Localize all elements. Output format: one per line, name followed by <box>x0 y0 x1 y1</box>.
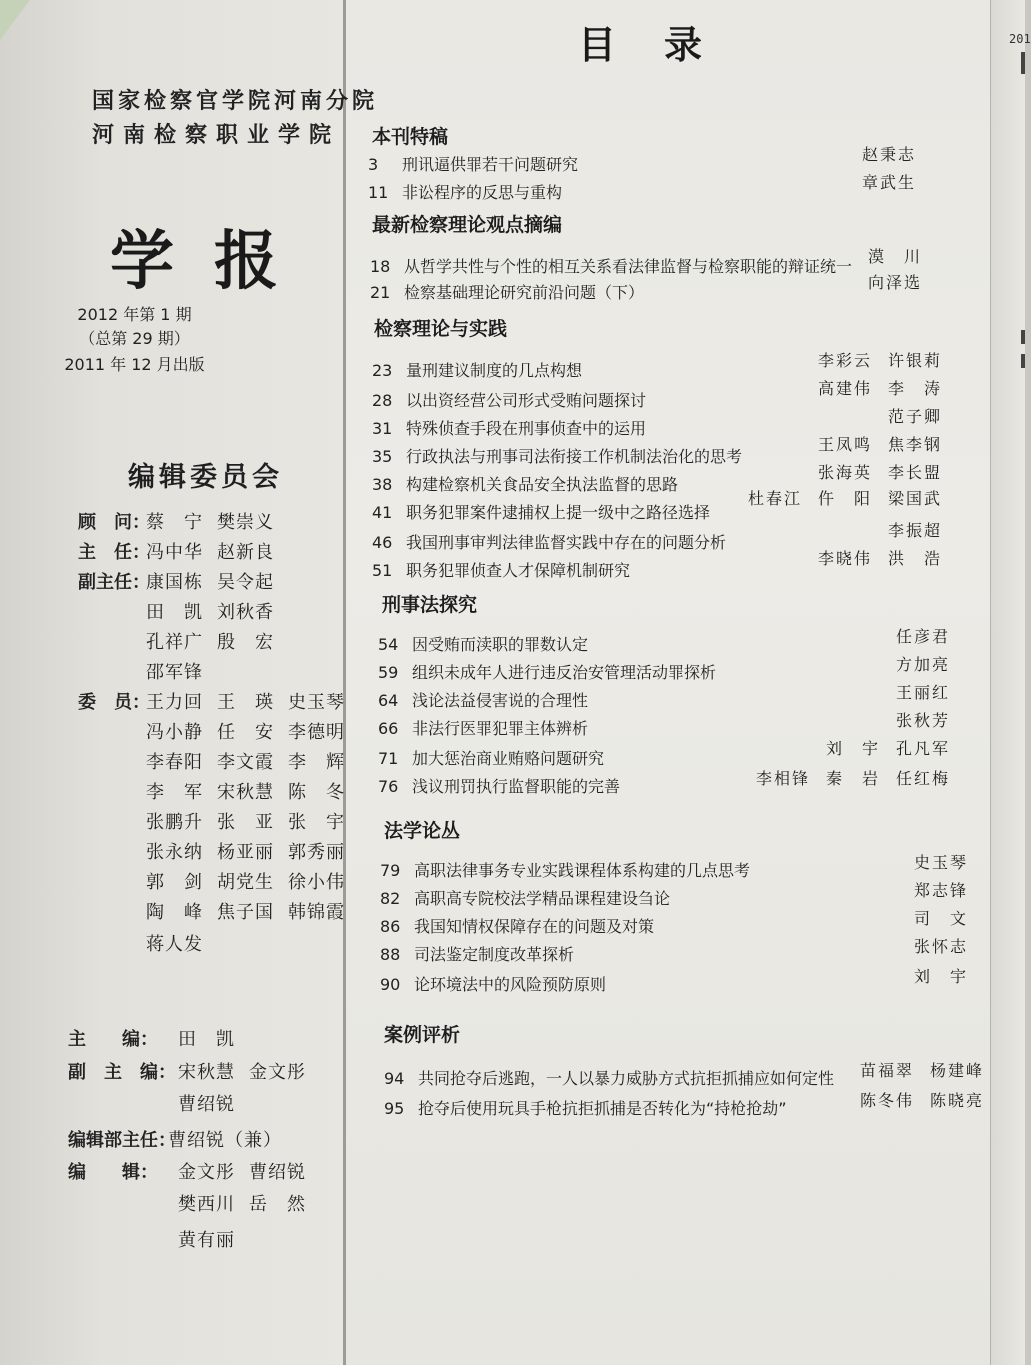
toc-article-title: 行政执法与刑事司法衔接工作机制法治化的思考 <box>406 447 743 466</box>
committee-member-name: 郭 剑 <box>146 872 203 893</box>
toc-author-name: 梁国武 <box>887 489 942 508</box>
toc-article-title: 加大惩治商业贿赂问题研究 <box>412 749 605 768</box>
adjacent-page-number: 201 <box>1009 32 1031 46</box>
toc-article-title: 高职法律事务专业实践课程体系构建的几点思考 <box>414 861 751 880</box>
editor-name-row <box>178 1090 249 1116</box>
toc-author-name: 陈晓亮 <box>929 1091 984 1110</box>
committee-member-name: 樊崇义 <box>217 512 274 533</box>
toc-article-title: 职务犯罪案件逮捕权上提一级中之路径选择 <box>406 503 711 522</box>
toc-article-title: 刑讯逼供罪若干问题研究 <box>402 155 579 174</box>
toc-section-title: 最新检察理论观点摘编 <box>372 214 563 236</box>
committee-member-name: 焦子国 <box>217 902 274 923</box>
toc-article-title: 我国知情权保障存在的问题及对策 <box>414 917 655 936</box>
editor-name: 黄有丽 <box>178 1230 235 1251</box>
toc-page-number: 82 <box>380 889 401 908</box>
toc-entry <box>380 942 574 965</box>
institution-name-2: 河南检察职业学院 <box>92 122 341 148</box>
toc-author-name: 仵 阳 <box>817 489 872 508</box>
committee-name-row <box>146 808 359 834</box>
committee-name-row <box>146 838 359 864</box>
toc-entry <box>378 632 588 655</box>
toc-author-name: 任彦君 <box>895 627 950 646</box>
committee-member-name: 康国栋 <box>146 572 203 593</box>
toc-author-name: 李相锋 <box>755 769 810 788</box>
committee-member-name: 陶 峰 <box>146 902 203 923</box>
toc-author-name: 赵秉志 <box>861 145 916 164</box>
toc-authors <box>860 1058 984 1081</box>
toc-article-title: 浅论法益侵害说的合理性 <box>412 691 589 710</box>
toc-authors <box>896 708 950 731</box>
toc-entry <box>372 416 646 439</box>
toc-author-name: 陈冬伟 <box>859 1091 914 1110</box>
toc-article-title: 特殊侦查手段在刑事侦查中的运用 <box>406 419 647 438</box>
toc-author-name: 洪 浩 <box>887 549 942 568</box>
editor-role: 副 主 编： <box>68 1062 176 1083</box>
editor-name: 樊西川 <box>178 1194 235 1215</box>
committee-name-row <box>146 508 288 534</box>
toc-entry <box>380 886 670 909</box>
toc-entry <box>380 858 750 881</box>
toc-authors <box>748 486 942 509</box>
toc-author-name: 苗福翠 <box>859 1061 914 1080</box>
editor-name: 岳 然 <box>249 1194 306 1215</box>
toc-page-number: 86 <box>380 917 401 936</box>
toc-author-name: 张海英 <box>817 463 872 482</box>
committee-member-name: 郭秀丽 <box>288 842 345 863</box>
committee-role: 顾 问： <box>78 512 150 533</box>
toc-author-name: 郑志锋 <box>913 881 968 900</box>
committee-name-row <box>146 538 288 564</box>
committee-member-name: 张 宇 <box>288 812 345 833</box>
toc-entry <box>372 358 582 381</box>
toc-page-number: 94 <box>384 1069 405 1088</box>
page-fold-line <box>343 0 346 1365</box>
toc-article-title: 以出资经营公司形式受贿问题探讨 <box>406 391 647 410</box>
toc-author-name: 王丽红 <box>895 683 950 702</box>
toc-author-name: 漠 川 <box>867 247 922 266</box>
committee-name-row <box>146 868 359 894</box>
toc-authors <box>818 376 942 399</box>
adjacent-text-fragment <box>1021 354 1025 368</box>
committee-member-name: 赵新良 <box>217 542 274 563</box>
toc-article-title: 构建检察机关食品安全执法监督的思路 <box>406 475 679 494</box>
toc-authors <box>826 736 950 759</box>
toc-author-name: 史玉琴 <box>913 853 968 872</box>
toc-article-title: 非法行医罪犯罪主体辨析 <box>412 719 589 738</box>
editor-name-row <box>178 1226 249 1252</box>
editor-name-row <box>178 1025 249 1051</box>
toc-section-title: 刑事法探究 <box>382 594 478 616</box>
committee-member-name: 李 辉 <box>288 752 345 773</box>
toc-authors <box>914 906 968 929</box>
toc-page-number: 54 <box>378 635 399 654</box>
toc-entry <box>378 688 588 711</box>
toc-page-number: 90 <box>380 975 401 994</box>
toc-page-number: 46 <box>372 533 393 552</box>
committee-member-name: 韩锦霞 <box>288 902 345 923</box>
toc-authors <box>914 934 968 957</box>
toc-entry <box>380 972 606 995</box>
toc-entry <box>384 1096 787 1119</box>
committee-name-row <box>146 658 217 684</box>
toc-authors <box>818 460 942 483</box>
editor-name: 金文彤 <box>249 1062 306 1083</box>
toc-entry <box>370 254 852 277</box>
toc-title: 目录 <box>578 22 751 67</box>
committee-member-name: 张鹏升 <box>146 812 203 833</box>
committee-member-name: 李 军 <box>146 782 203 803</box>
toc-page-number: 41 <box>372 503 393 522</box>
toc-page-number: 35 <box>372 447 393 466</box>
toc-section-title: 法学论丛 <box>384 820 461 842</box>
committee-member-name: 杨亚丽 <box>217 842 274 863</box>
toc-page-number: 11 <box>368 183 389 202</box>
toc-author-name: 李晓伟 <box>817 549 872 568</box>
adjacent-text-fragment <box>1021 52 1025 74</box>
toc-page-number: 76 <box>378 777 399 796</box>
committee-member-name: 冯中华 <box>146 542 203 563</box>
committee-member-name: 蒋人发 <box>146 934 203 955</box>
toc-authors <box>818 546 942 569</box>
toc-entry <box>372 388 646 411</box>
toc-page-number: 38 <box>372 475 393 494</box>
committee-name-row <box>146 898 359 924</box>
toc-entry <box>378 746 604 769</box>
toc-author-name: 章武生 <box>861 173 916 192</box>
toc-author-name: 方加亮 <box>895 655 950 674</box>
editor-name: 曹绍锐 <box>249 1162 306 1183</box>
toc-article-title: 检察基础理论研究前沿问题（下） <box>404 283 645 302</box>
toc-page-number: 31 <box>372 419 393 438</box>
toc-authors <box>862 170 916 193</box>
toc-author-name: 李 涛 <box>887 379 942 398</box>
toc-authors <box>860 1088 984 1111</box>
toc-author-name: 杜春江 <box>747 489 802 508</box>
toc-authors <box>888 404 942 427</box>
toc-article-title: 非讼程序的反思与重构 <box>402 183 563 202</box>
toc-article-title: 高职高专院校法学精品课程建设刍论 <box>414 889 671 908</box>
toc-entry <box>372 500 710 523</box>
toc-section-title: 检察理论与实践 <box>374 318 508 340</box>
toc-author-name: 张怀志 <box>913 937 968 956</box>
committee-name-row <box>146 628 288 654</box>
toc-authors <box>914 878 968 901</box>
toc-entry <box>372 444 742 467</box>
toc-authors <box>896 652 950 675</box>
toc-article-title: 职务犯罪侦查人才保障机制研究 <box>406 561 631 580</box>
toc-page-number: 59 <box>378 663 399 682</box>
committee-member-name: 殷 宏 <box>217 632 274 653</box>
toc-author-name: 刘 宇 <box>825 739 880 758</box>
toc-author-name: 李长盟 <box>887 463 942 482</box>
committee-member-name: 王 瑛 <box>217 692 274 713</box>
toc-article-title: 从哲学共性与个性的相互关系看法律监督与检察职能的辩证统一 <box>404 257 853 276</box>
toc-entry <box>368 180 562 203</box>
toc-article-title: 我国刑事审判法律监督实践中存在的问题分析 <box>406 533 727 552</box>
committee-member-name: 李德明 <box>288 722 345 743</box>
toc-page-number: 88 <box>380 945 401 964</box>
committee-name-row <box>146 598 288 624</box>
committee-name-row <box>146 930 217 956</box>
committee-member-name: 胡党生 <box>217 872 274 893</box>
publication-date: 2011 年 12 月出版 <box>64 355 205 374</box>
journal-title: 学报 <box>110 224 318 299</box>
toc-authors <box>818 432 942 455</box>
editor-name: 宋秋慧 <box>178 1062 235 1083</box>
toc-entry <box>370 280 644 303</box>
toc-page-number: 79 <box>380 861 401 880</box>
toc-authors <box>862 142 916 165</box>
committee-member-name: 蔡 宁 <box>146 512 203 533</box>
editor-name: 金文彤 <box>178 1162 235 1183</box>
committee-role: 委 员： <box>78 692 150 713</box>
toc-authors <box>914 964 968 987</box>
toc-section-title: 案例评析 <box>384 1024 461 1046</box>
committee-name-row <box>146 778 359 804</box>
toc-author-name: 秦 岩 <box>825 769 880 788</box>
institution-name-1: 国家检察官学院河南分院 <box>92 88 379 114</box>
issue-number: 2012 年第 1 期 <box>77 305 192 324</box>
editor-name-row <box>178 1158 320 1184</box>
total-issue-number: （总第 29 期） <box>79 329 190 348</box>
committee-member-name: 徐小伟 <box>288 872 345 893</box>
toc-author-name: 王凤鸣 <box>817 435 872 454</box>
toc-page-number: 95 <box>384 1099 405 1118</box>
toc-author-name: 李振超 <box>887 521 942 540</box>
committee-name-row <box>146 748 359 774</box>
editor-role: 主 编： <box>68 1029 158 1050</box>
toc-author-name: 高建伟 <box>817 379 872 398</box>
committee-member-name: 邵军锋 <box>146 662 203 683</box>
toc-author-name: 孔凡军 <box>895 739 950 758</box>
toc-authors <box>868 270 922 293</box>
editor-name-row <box>168 1126 296 1152</box>
toc-page-number: 66 <box>378 719 399 738</box>
committee-member-name: 刘秋香 <box>217 602 274 623</box>
editor-name: 曹绍锐（兼） <box>168 1130 282 1151</box>
toc-page-number: 21 <box>370 283 391 302</box>
toc-author-name: 司 文 <box>913 909 968 928</box>
toc-page-number: 71 <box>378 749 399 768</box>
toc-author-name: 杨建峰 <box>929 1061 984 1080</box>
toc-page-number: 51 <box>372 561 393 580</box>
committee-role: 主 任： <box>78 542 150 563</box>
toc-entry <box>380 914 654 937</box>
toc-article-title: 量刑建议制度的几点构想 <box>406 361 583 380</box>
committee-member-name: 李文霞 <box>217 752 274 773</box>
committee-member-name: 张 亚 <box>217 812 274 833</box>
toc-entry <box>372 472 678 495</box>
committee-member-name: 张永纳 <box>146 842 203 863</box>
committee-member-name: 陈 冬 <box>288 782 345 803</box>
toc-article-title: 司法鉴定制度改革探析 <box>414 945 575 964</box>
toc-authors <box>888 518 942 541</box>
committee-name-row <box>146 688 359 714</box>
committee-member-name: 孔祥广 <box>146 632 203 653</box>
toc-article-title: 论环境法中的风险预防原则 <box>414 975 607 994</box>
toc-authors <box>914 850 968 873</box>
toc-article-title: 因受贿而渎职的罪数认定 <box>412 635 589 654</box>
page-corner <box>0 0 30 40</box>
toc-author-name: 刘 宇 <box>913 967 968 986</box>
toc-article-title: 组织未成年人进行违反治安管理活动罪探析 <box>412 663 717 682</box>
committee-title: 编辑委员会 <box>128 462 283 493</box>
committee-member-name: 宋秋慧 <box>217 782 274 803</box>
toc-entry <box>378 774 620 797</box>
toc-author-name: 任红梅 <box>895 769 950 788</box>
toc-article-title: 浅议刑罚执行监督职能的完善 <box>412 777 621 796</box>
committee-role: 副主任： <box>78 572 150 593</box>
toc-authors <box>896 624 950 647</box>
toc-article-title: 共同抢夺后逃跑，一人以暴力威胁方式抗拒抓捕应如何定性 <box>418 1069 835 1088</box>
toc-entry <box>384 1066 834 1089</box>
toc-author-name: 李彩云 <box>817 351 872 370</box>
committee-member-name: 史玉琴 <box>288 692 345 713</box>
committee-member-name: 冯小静 <box>146 722 203 743</box>
toc-page-number: 23 <box>372 361 393 380</box>
toc-authors <box>818 348 942 371</box>
toc-section-title: 本刊特稿 <box>372 126 449 148</box>
committee-member-name: 任 安 <box>217 722 274 743</box>
toc-page-number: 28 <box>372 391 393 410</box>
toc-page-number: 3 <box>368 155 379 174</box>
editor-name: 曹绍锐 <box>178 1094 235 1115</box>
toc-author-name: 向泽选 <box>867 273 922 292</box>
editor-role: 编辑部主任： <box>68 1130 176 1151</box>
toc-entry <box>372 530 726 553</box>
editor-name-row <box>178 1190 320 1216</box>
committee-member-name: 田 凯 <box>146 602 203 623</box>
toc-entry <box>372 558 630 581</box>
toc-author-name: 焦李钢 <box>887 435 942 454</box>
committee-member-name: 李春阳 <box>146 752 203 773</box>
adjacent-page-edge <box>990 0 1031 1365</box>
committee-member-name: 吴令起 <box>217 572 274 593</box>
committee-name-row <box>146 718 359 744</box>
toc-page-number: 18 <box>370 257 391 276</box>
toc-entry <box>378 660 716 683</box>
toc-authors <box>896 680 950 703</box>
toc-entry <box>378 716 588 739</box>
toc-author-name: 范子卿 <box>887 407 942 426</box>
toc-author-name: 许银莉 <box>887 351 942 370</box>
toc-authors <box>756 766 950 789</box>
editor-role: 编 辑： <box>68 1162 158 1183</box>
toc-page-number: 64 <box>378 691 399 710</box>
committee-member-name: 王力回 <box>146 692 203 713</box>
editor-name-row <box>178 1058 320 1084</box>
toc-authors <box>868 244 922 267</box>
toc-author-name: 张秋芳 <box>895 711 950 730</box>
toc-entry <box>368 152 578 175</box>
committee-name-row <box>146 568 288 594</box>
adjacent-text-fragment <box>1021 330 1025 344</box>
editor-name: 田 凯 <box>178 1029 235 1050</box>
toc-article-title: 抢夺后使用玩具手枪抗拒抓捕是否转化为“持枪抢劫” <box>418 1099 787 1118</box>
